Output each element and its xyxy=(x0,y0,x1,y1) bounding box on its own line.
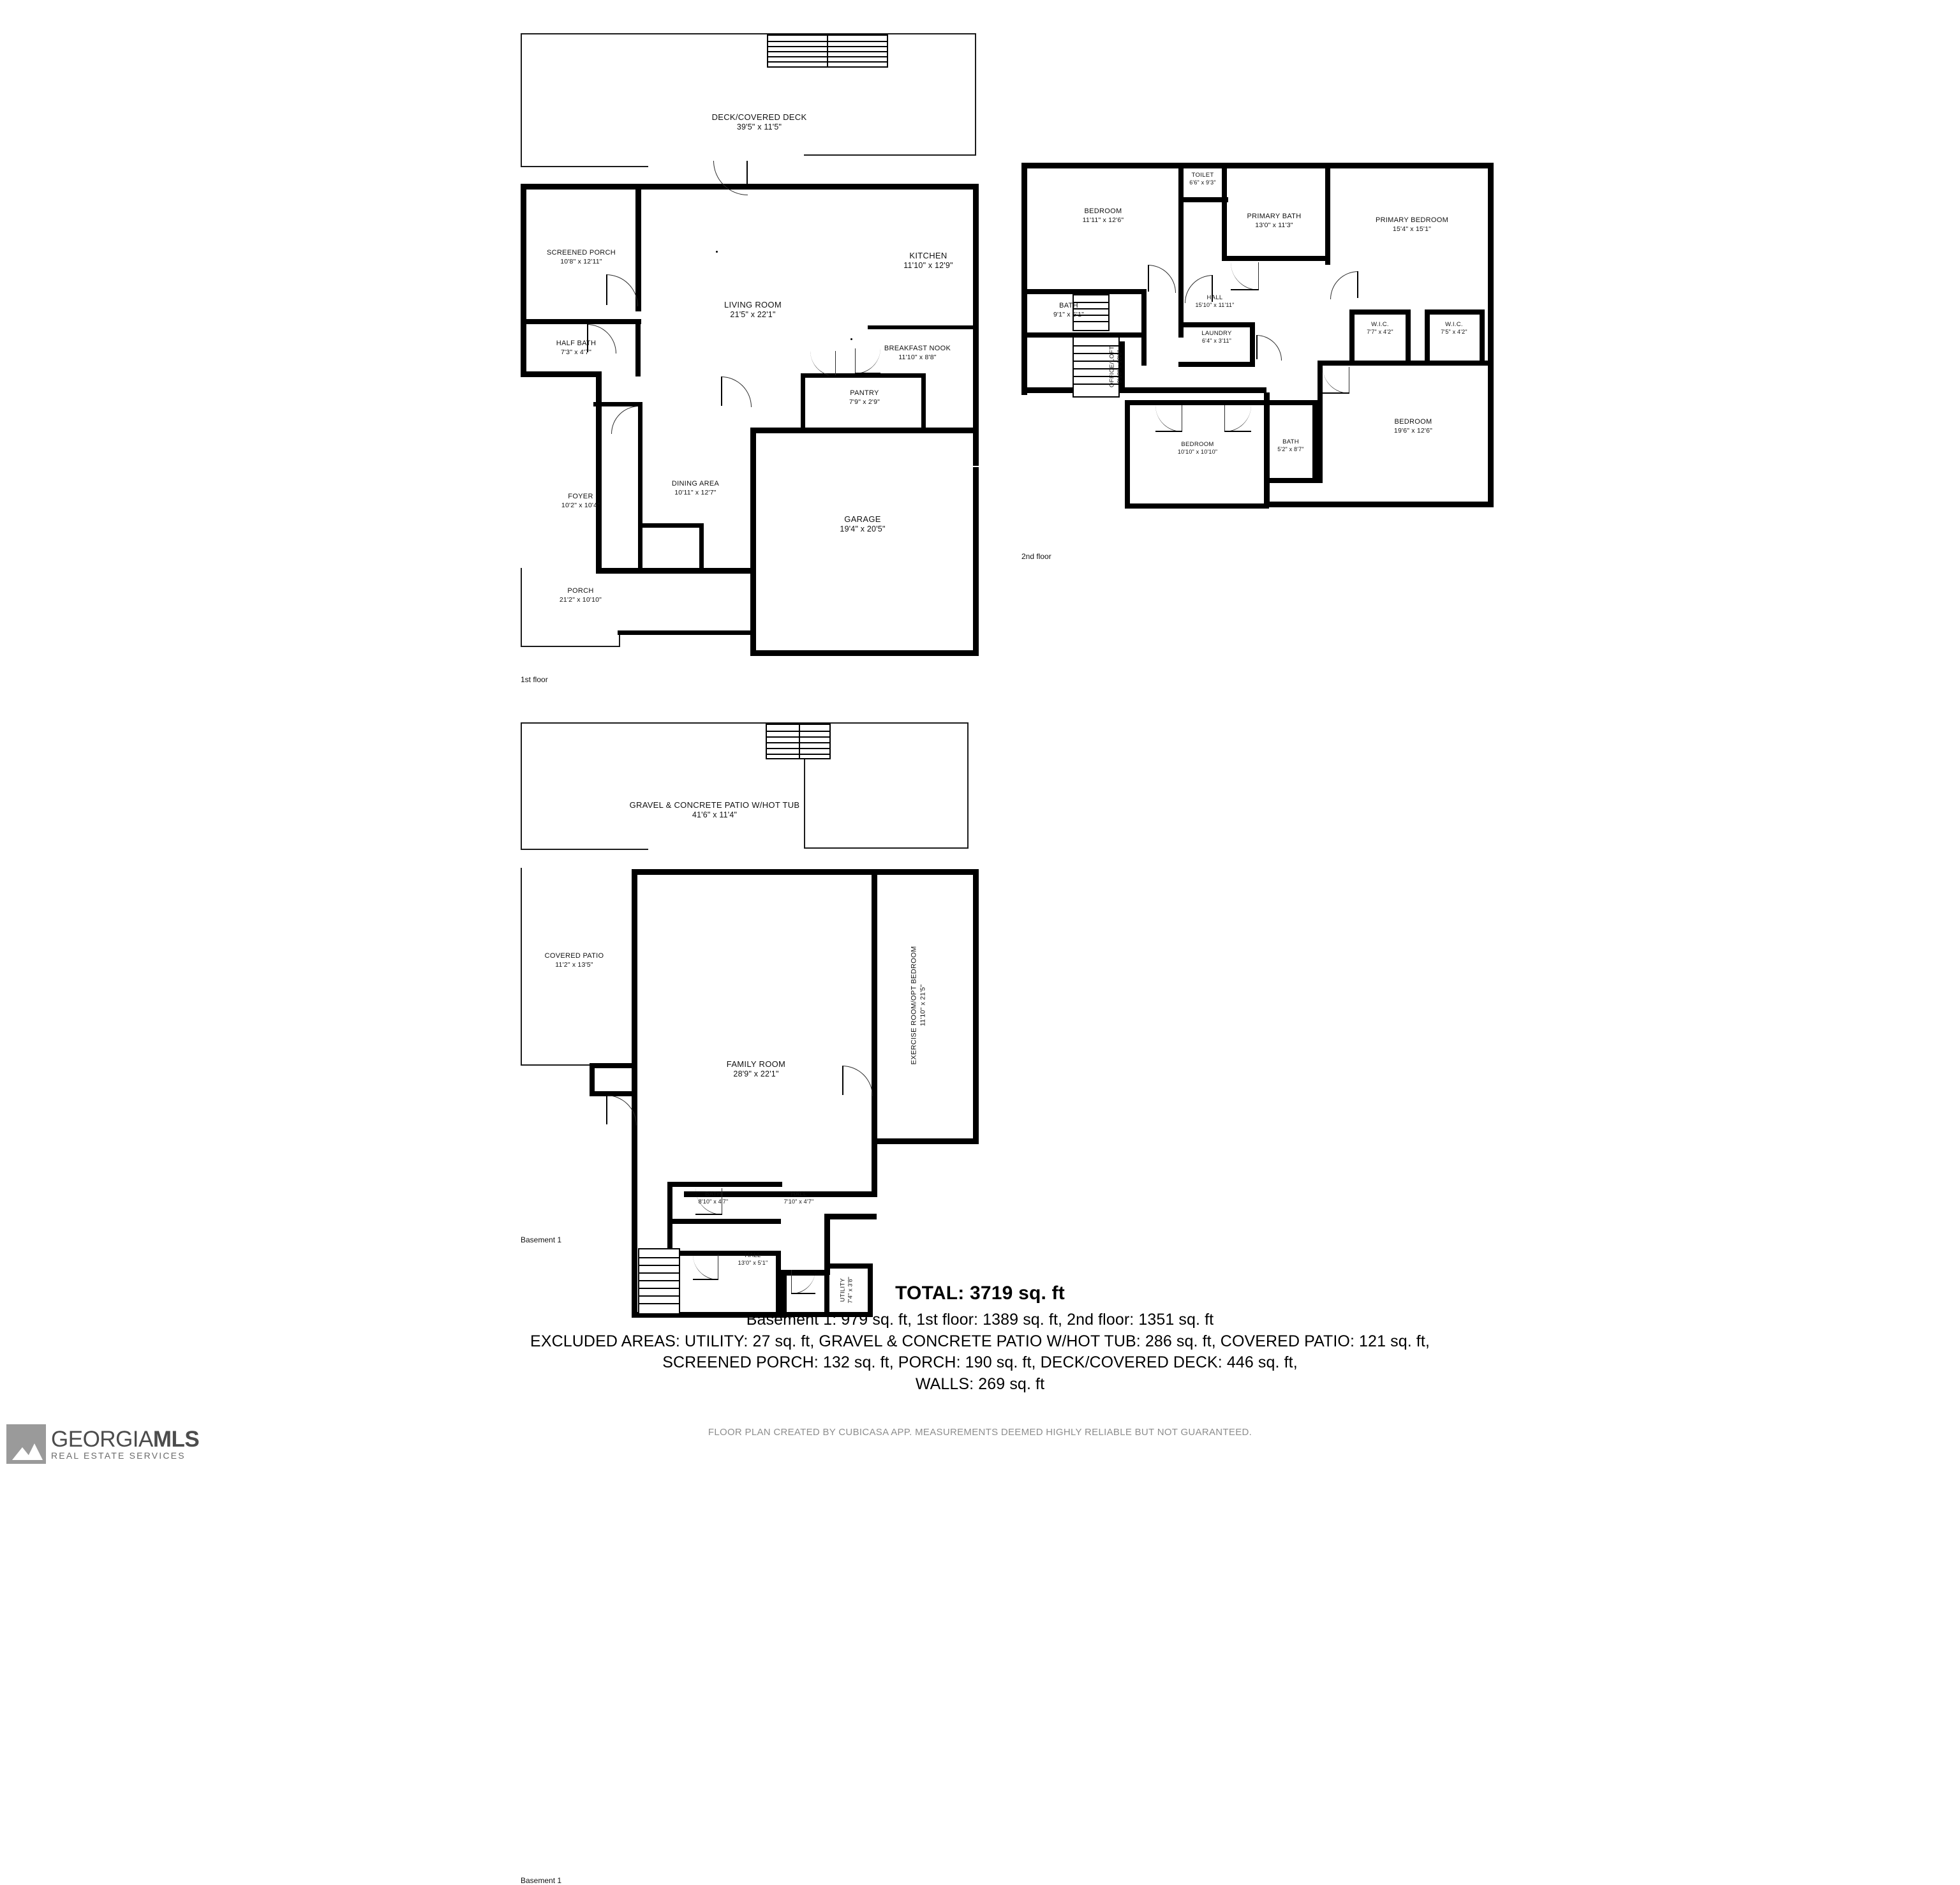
room-label-b-covered-patio: COVERED PATIO 11'2" x 13'5" xyxy=(544,952,604,969)
patio-outline-right xyxy=(967,722,969,849)
patio-outline-left xyxy=(521,722,522,850)
deck-stairs xyxy=(767,34,888,68)
room-label-screened-porch: SCREENED PORCH 10'8" x 12'11" xyxy=(546,249,616,265)
room-label-2f-bedroom4: BEDROOM 19'6" x 12'6" xyxy=(1393,418,1433,435)
wall-2f-primarybath-east xyxy=(1325,163,1330,265)
room-label-b-exercise-room: EXERCISE ROOM/OPT BEDROOM 11'10" x 21'5" xyxy=(910,946,927,1065)
wall-b-exercise-west xyxy=(872,869,877,1144)
patio-outline-bottom xyxy=(521,849,648,850)
room-label-foyer: FOYER 10'2" x 10'4" xyxy=(561,493,600,509)
wall-main-north xyxy=(521,184,979,190)
wall-2f-bed3-west xyxy=(1125,400,1130,509)
covered-patio-bottom xyxy=(521,1064,591,1066)
logo-name-part2: MLS xyxy=(152,1427,200,1452)
wall-2f-mid-jog xyxy=(1120,387,1266,393)
door-2f-primarybath xyxy=(1231,262,1259,290)
total-area-label: TOTAL: 3719 sq. ft xyxy=(895,1283,1065,1304)
wall-pantry-east xyxy=(921,373,926,431)
wall-2f-bed3-north xyxy=(1125,400,1268,405)
room-label-2f-primary-bedroom: PRIMARY BEDROOM 15'4" x 15'1" xyxy=(1375,216,1449,233)
wall-b-east xyxy=(973,869,979,1144)
room-label-dining-area: DINING AREA 10'11" x 12'7" xyxy=(671,480,720,496)
wall-2f-bed4-north xyxy=(1318,361,1489,366)
wall-b-south-jog-h2 xyxy=(824,1214,877,1219)
door-2f-bedroom4 xyxy=(1323,367,1349,394)
georgia-mls-logo xyxy=(6,1424,228,1464)
wall-2f-west xyxy=(1021,163,1027,392)
first-floor-plan xyxy=(510,19,995,684)
wall-2f-bath2-north xyxy=(1264,400,1318,405)
room-label-garage: GARAGE 19'4" x 20'5" xyxy=(840,514,886,534)
wall-2f-bath2-south xyxy=(1264,478,1318,483)
room-label-b-hall-lower: HALL 13'0" x 5'1" xyxy=(738,1252,768,1266)
floor-caption-second: 2nd floor xyxy=(1021,552,1051,561)
per-floor-areas: Basement 1: 979 sq. ft, 1st floor: 1389 sq. ft, 2nd floor: 1351 sq. ft xyxy=(746,1311,1214,1329)
window-garage-east-1 xyxy=(973,466,979,467)
room-label-2f-hall: HALL 15'10" x 11'11" xyxy=(1195,294,1235,308)
wall-nook-west xyxy=(801,373,805,431)
logo-tagline: REAL ESTATE SERVICES xyxy=(51,1450,186,1461)
deck-outline-right xyxy=(975,33,976,156)
room-label-2f-bedroom1: BEDROOM 11'11" x 12'6" xyxy=(1082,207,1124,224)
logo-name xyxy=(51,1428,199,1451)
wall-b-north xyxy=(632,869,979,875)
logo-name-part1: GEORGIA xyxy=(51,1427,153,1452)
wall-2f-bath-north xyxy=(1021,289,1147,294)
deck-outline-bottom xyxy=(521,166,648,167)
wall-main-south xyxy=(750,650,979,656)
patio-divider-vert xyxy=(804,747,805,849)
room-label-breakfast-nook: BREAKFAST NOOK 11'10" x 8'8" xyxy=(884,345,951,361)
patio-stairs xyxy=(766,724,831,759)
door-pantry xyxy=(810,351,836,376)
floor-caption-basement-sheet: Basement 1 xyxy=(521,1235,562,1244)
wall-2f-toilet-south xyxy=(1178,197,1228,202)
door-2f-primary-bedroom xyxy=(1330,271,1358,299)
room-label-2f-bath: BATH 9'1" x 5'1" xyxy=(1053,302,1085,318)
wall-porch-step xyxy=(618,630,752,635)
wall-garage-west xyxy=(750,428,756,654)
deck-outline-left xyxy=(521,33,522,167)
wall-2f-east xyxy=(1488,163,1494,507)
mountain-logo-icon xyxy=(6,1424,46,1464)
door-b-exercise-room xyxy=(842,1066,873,1096)
door-deck-to-living xyxy=(713,186,748,221)
room-label-b-bath: BATH 8'10" x 4'7" xyxy=(698,1191,729,1205)
wall-main-south-left xyxy=(596,568,750,574)
door-dining-to-living xyxy=(721,376,752,407)
wall-foyer-south-jog xyxy=(638,523,702,528)
door-2f-bedroom1 xyxy=(1148,265,1176,293)
door-b-covered-patio xyxy=(606,1095,637,1126)
excluded-areas-line-3: WALLS: 269 sq. ft xyxy=(915,1375,1045,1393)
room-label-2f-toilet: TOILET 6'6" x 9'3" xyxy=(1189,172,1216,186)
wall-screened-porch-south xyxy=(521,371,602,377)
room-label-b-utility: UTILITY 7'4" x 3'8" xyxy=(839,1276,854,1304)
wall-2f-bed3-south xyxy=(1125,503,1269,509)
wall-kitchen-counter xyxy=(868,325,976,329)
excluded-areas-line-1: EXCLUDED AREAS: UTILITY: 27 sq. ft, GRAVEL & CONCRETE PATIO W/HOT TUB: 286 sq. ft, COVERED PATIO: 121 sq. ft, xyxy=(530,1332,1430,1350)
room-label-2f-wic-2: W.I.C. 7'5" x 4'2" xyxy=(1441,321,1467,335)
porch-outline-left xyxy=(521,568,522,647)
logo-text xyxy=(51,1428,199,1460)
wall-2f-primarybath-south xyxy=(1222,256,1330,261)
floor-caption-first: 1st floor xyxy=(521,675,548,684)
patio-outline-bottom-right xyxy=(804,847,969,849)
door-2f-bedroom3 xyxy=(1155,405,1182,432)
wall-2f-laundry-south xyxy=(1178,362,1255,367)
room-label-2f-laundry: LAUNDRY 6'4" x 3'11" xyxy=(1201,330,1232,344)
room-label-2f-primary-bath: PRIMARY BATH 13'0" x 11'3" xyxy=(1247,212,1302,229)
fixture-dot-living xyxy=(716,251,718,253)
room-label-porch: PORCH 21'2" x 10'10" xyxy=(559,587,602,604)
room-label-b-family-room: FAMILY ROOM 28'9" x 22'1" xyxy=(726,1059,786,1079)
excluded-areas-line-2: SCREENED PORCH: 132 sq. ft, PORCH: 190 sq. ft, DECK/COVERED DECK: 446 sq. ft, xyxy=(662,1353,1298,1371)
wall-halfbath-north xyxy=(521,319,641,324)
wall-garage-north xyxy=(750,428,975,433)
wall-2f-north xyxy=(1021,163,1494,168)
fixture-dot-kitchen xyxy=(850,338,852,340)
wall-b-south-right xyxy=(872,1138,979,1144)
wall-b-bath-south xyxy=(667,1219,781,1224)
door-2f-laundry xyxy=(1256,335,1282,361)
room-label-2f-bedroom3: BEDROOM 10'10" x 10'10" xyxy=(1177,441,1218,455)
deck-outline-top xyxy=(521,33,976,34)
room-label-half-bath: HALF BATH 7'3" x 4'7" xyxy=(556,339,597,356)
area-summary xyxy=(0,1283,1960,1395)
room-label-pantry: PANTRY 7'9" x 2'9" xyxy=(849,389,880,406)
room-label-basement-patio: GRAVEL & CONCRETE PATIO W/HOT TUB 41'6" x 11'4" xyxy=(629,800,800,820)
room-label-b-hall-upper: HALL 7'10" x 4'7" xyxy=(783,1191,814,1205)
wall-2f-bed4-west xyxy=(1318,361,1323,483)
wall-2f-laundry-north xyxy=(1178,322,1255,327)
room-label-kitchen: KITCHEN 11'10" x 12'9" xyxy=(903,251,953,271)
room-label-2f-office-loft: OFFICE/LOFT 9'10" x 10'0" xyxy=(1108,346,1123,388)
patio-outline-top xyxy=(521,722,967,724)
wall-2f-wic1-top xyxy=(1349,309,1411,315)
door-2f-bath2 xyxy=(1224,405,1251,432)
disclaimer-text: FLOOR PLAN CREATED BY CUBICASA APP. MEASUREMENTS DEEMED HIGHLY RELIABLE BUT NOT GUARANTEED. xyxy=(708,1427,1252,1438)
wall-b-bath-north xyxy=(667,1182,782,1187)
deck-outline-bottom-right xyxy=(804,154,976,156)
wall-halfbath-east xyxy=(635,319,641,376)
room-label-2f-bath2: BATH 5'2" x 8'7" xyxy=(1277,438,1304,452)
second-floor-plan xyxy=(1011,150,1503,561)
wall-foyer-south-jog2 xyxy=(699,523,704,569)
room-label-2f-wic-1: W.I.C. 7'7" x 4'2" xyxy=(1367,321,1393,335)
wall-b-covered-patio-step xyxy=(590,1063,635,1068)
floor-caption-basement: Basement 1 xyxy=(521,1876,562,1885)
wall-2f-wic2-top xyxy=(1425,309,1485,315)
wall-2f-south-right xyxy=(1266,502,1494,507)
room-label-living-room: LIVING ROOM 21'5" x 22'1" xyxy=(724,300,782,320)
room-label-deck: DECK/COVERED DECK 39'5" x 11'5" xyxy=(711,112,807,132)
wall-b-mid-vert xyxy=(872,1138,877,1197)
porch-outline-bottom xyxy=(521,646,620,647)
wall-b-west-main xyxy=(632,869,637,1182)
door-screened-porch xyxy=(606,274,638,306)
door-foyer-closet xyxy=(611,406,639,434)
wall-2f-bath-east xyxy=(1141,289,1147,366)
